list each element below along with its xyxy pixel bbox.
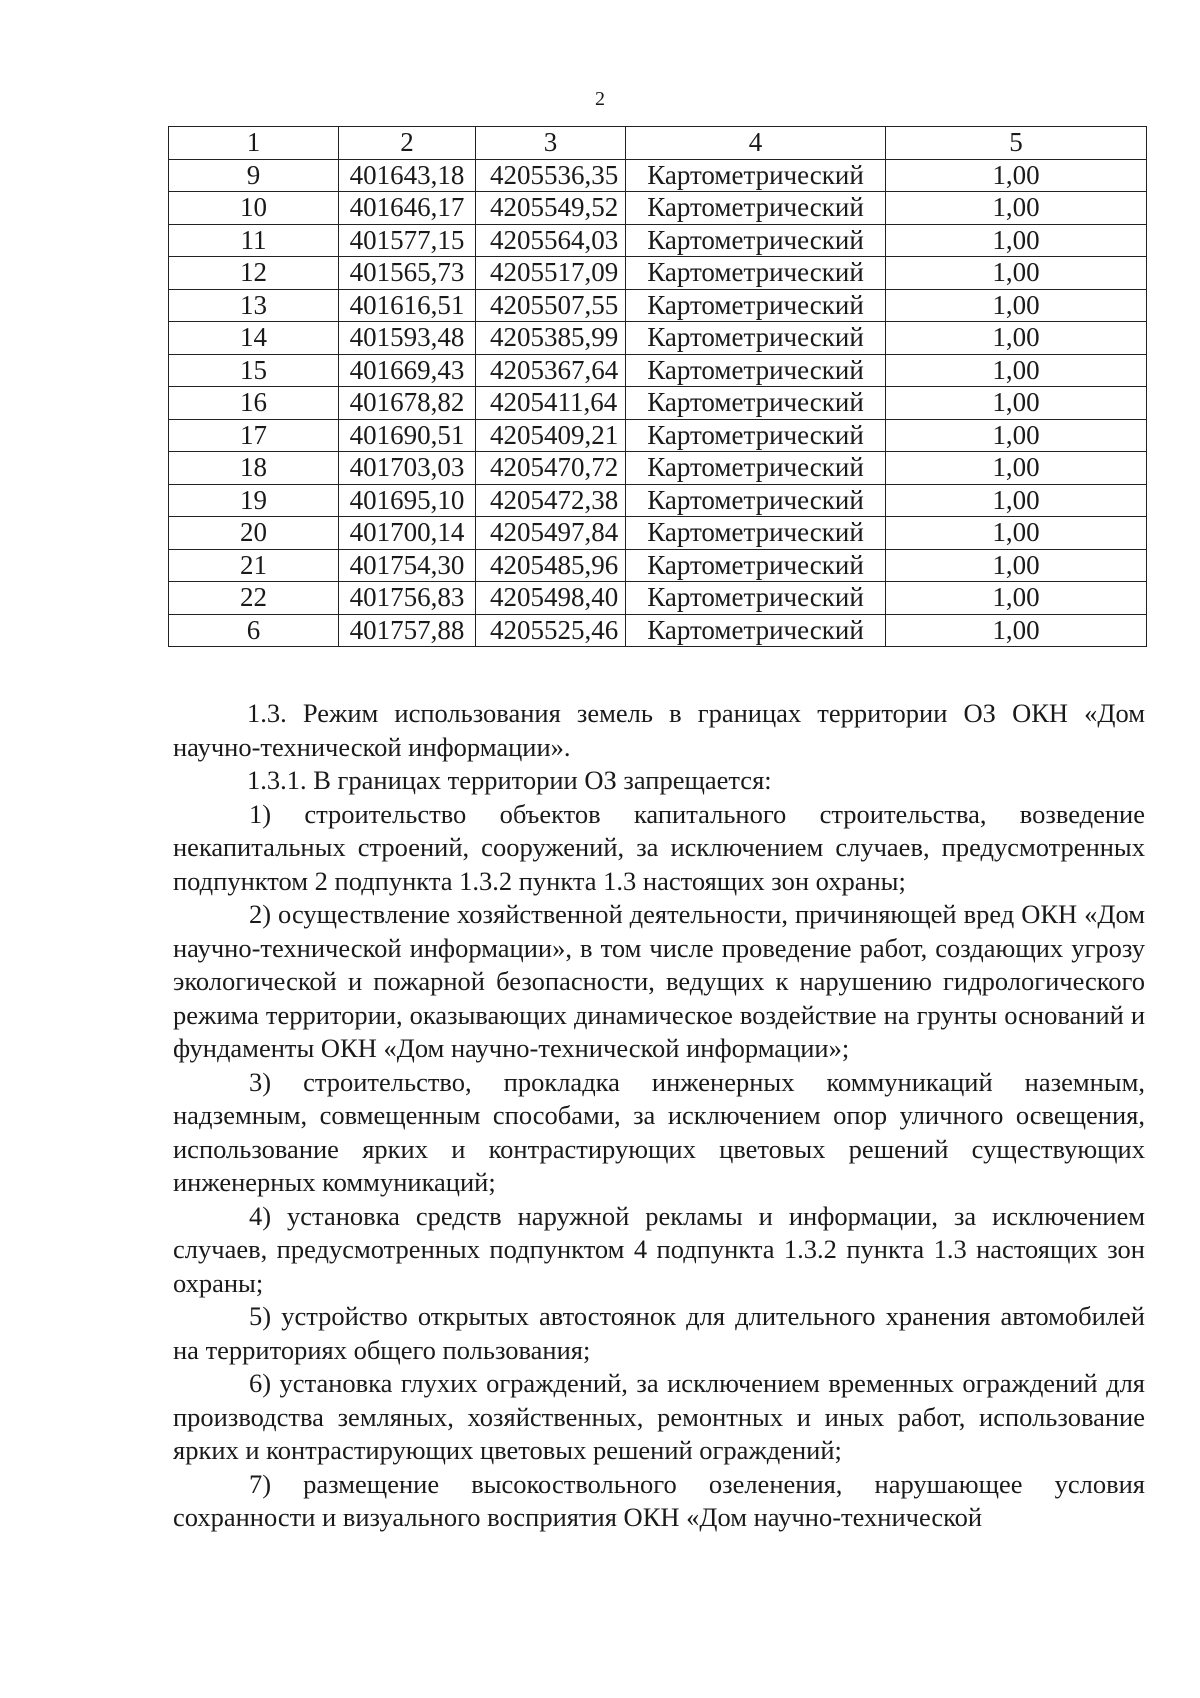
- list-item-6: 6) установка глухих ограждений, за исключением временных ограждений для производства земляных, хозяйственных, ремонтных и иных работ, использование ярких и контрастирующих цветовых решений ограждений;: [173, 1368, 1145, 1465]
- table-row: [169, 452, 1147, 485]
- table-cell: Картометрический: [626, 322, 886, 355]
- header-cell: 4: [626, 127, 886, 160]
- table-cell: 16: [169, 387, 339, 420]
- table-cell: 14: [169, 322, 339, 355]
- table-cell: 1,00: [886, 354, 1147, 387]
- list-item-4: 4) установка средств наружной рекламы и информации, за исключением случаев, предусмотренных подпунктом 4 подпункта 1.3.2 пункта 1.3 настоящих зон охраны;: [173, 1200, 1145, 1298]
- table-cell: 19: [169, 484, 339, 517]
- table-cell: 1,00: [886, 517, 1147, 550]
- table-cell: 4205497,84: [476, 517, 626, 550]
- table-cell: Картометрический: [626, 159, 886, 192]
- table-cell: 401690,51: [339, 419, 476, 452]
- table-cell: 9: [169, 159, 339, 192]
- table-header-row: [169, 127, 1147, 160]
- table-cell: 401643,18: [339, 159, 476, 192]
- table-cell: 4205564,03: [476, 224, 626, 257]
- table-cell: 1,00: [886, 419, 1147, 452]
- list-item-5: 5) устройство открытых автостоянок для длительного хранения автомобилей на территориях общего пользования;: [173, 1301, 1145, 1365]
- table-cell: 4205517,09: [476, 257, 626, 290]
- table-cell: 401669,43: [339, 354, 476, 387]
- table-row: [169, 289, 1147, 322]
- list-item-2: 2) осуществление хозяйственной деятельности, причиняющей вред ОКН «Дом научно-технической информации», в том числе проведение работ, создающих угрозу экологической и пожарной безопасности, ведущих к нарушению гидрологического режима территории, оказывающих динамическое воздействие на грунты оснований и фундаменты ОКН «Дом научно-технической информации»;: [173, 899, 1145, 1063]
- table-row: [169, 224, 1147, 257]
- table-cell: 20: [169, 517, 339, 550]
- table-cell: 401678,82: [339, 387, 476, 420]
- table-row: [169, 387, 1147, 420]
- table-cell: 4205507,55: [476, 289, 626, 322]
- table-cell: 1,00: [886, 224, 1147, 257]
- table-cell: 401616,51: [339, 289, 476, 322]
- table-cell: 17: [169, 419, 339, 452]
- table-cell: 401703,03: [339, 452, 476, 485]
- page-number: 2: [595, 88, 605, 110]
- table-cell: 4205525,46: [476, 614, 626, 647]
- table-cell: 18: [169, 452, 339, 485]
- table-cell: 4205549,52: [476, 192, 626, 225]
- table-cell: 1,00: [886, 257, 1147, 290]
- table-cell: 1,00: [886, 549, 1147, 582]
- table-cell: 4205485,96: [476, 549, 626, 582]
- table-cell: 401757,88: [339, 614, 476, 647]
- list-item-1: 1) строительство объектов капитального строительства, возведение некапитальных строений, сооружений, за исключением случаев, предусмотренных подпунктом 2 подпункта 1.3.2 пункта 1.3 настоящих зон охраны;: [173, 798, 1145, 896]
- header-cell: 5: [886, 127, 1147, 160]
- table-cell: Картометрический: [626, 387, 886, 420]
- table-cell: 1,00: [886, 192, 1147, 225]
- table-row: [169, 614, 1147, 647]
- table-cell: 4205536,35: [476, 159, 626, 192]
- document-body: [173, 697, 1145, 1535]
- table-row: [169, 354, 1147, 387]
- table-cell: 401695,10: [339, 484, 476, 517]
- table-cell: 1,00: [886, 289, 1147, 322]
- table-cell: 1,00: [886, 484, 1147, 517]
- table-cell: 4205385,99: [476, 322, 626, 355]
- table-cell: 4205409,21: [476, 419, 626, 452]
- table-cell: Картометрический: [626, 549, 886, 582]
- paragraph-1-3: 1.3. Режим использования земель в границах территории ОЗ ОКН «Дом научно-технической информации».: [173, 698, 1145, 762]
- coordinates-table: [168, 126, 1147, 647]
- table-cell: Картометрический: [626, 484, 886, 517]
- list-item-3: 3) строительство, прокладка инженерных коммуникаций наземным, надземным, совмещенным способами, за исключением опор уличного освещения, использование ярких и контрастирующих цветовых решений существующих инженерных коммуникаций;: [173, 1066, 1145, 1197]
- header-cell: 1: [169, 127, 339, 160]
- table-cell: Картометрический: [626, 582, 886, 615]
- table-cell: 401565,73: [339, 257, 476, 290]
- table-cell: Картометрический: [626, 224, 886, 257]
- table-cell: 4205367,64: [476, 354, 626, 387]
- table-cell: 401700,14: [339, 517, 476, 550]
- table-row: [169, 582, 1147, 615]
- table-cell: Картометрический: [626, 452, 886, 485]
- table-cell: 12: [169, 257, 339, 290]
- table-cell: 401646,17: [339, 192, 476, 225]
- table-cell: 401577,15: [339, 224, 476, 257]
- table-cell: 4205498,40: [476, 582, 626, 615]
- table-cell: 1,00: [886, 159, 1147, 192]
- table-row: [169, 419, 1147, 452]
- table-cell: 1,00: [886, 582, 1147, 615]
- table-cell: 1,00: [886, 452, 1147, 485]
- table-cell: 6: [169, 614, 339, 647]
- table-cell: 21: [169, 549, 339, 582]
- paragraph-1-3-1: 1.3.1. В границах территории ОЗ запрещается:: [247, 765, 772, 795]
- table-row: [169, 192, 1147, 225]
- table-row: [169, 322, 1147, 355]
- table-cell: 13: [169, 289, 339, 322]
- table-cell: 4205411,64: [476, 387, 626, 420]
- table-cell: 10: [169, 192, 339, 225]
- table-cell: Картометрический: [626, 419, 886, 452]
- table-cell: Картометрический: [626, 257, 886, 290]
- table-cell: 1,00: [886, 322, 1147, 355]
- table-cell: Картометрический: [626, 517, 886, 550]
- table-cell: 11: [169, 224, 339, 257]
- table-cell: Картометрический: [626, 614, 886, 647]
- table-row: [169, 257, 1147, 290]
- table-row: [169, 517, 1147, 550]
- table-cell: 401756,83: [339, 582, 476, 615]
- table-cell: 4205472,38: [476, 484, 626, 517]
- table-cell: Картометрический: [626, 354, 886, 387]
- table-cell: 401754,30: [339, 549, 476, 582]
- header-cell: 2: [339, 127, 476, 160]
- table-row: [169, 159, 1147, 192]
- table-cell: 401593,48: [339, 322, 476, 355]
- table-cell: Картометрический: [626, 289, 886, 322]
- table-cell: 4205470,72: [476, 452, 626, 485]
- table-cell: 1,00: [886, 614, 1147, 647]
- table-row: [169, 549, 1147, 582]
- table-cell: 22: [169, 582, 339, 615]
- table-cell: 1,00: [886, 387, 1147, 420]
- table-row: [169, 484, 1147, 517]
- list-item-7: 7) размещение высокоствольного озеленения, нарушающее условия сохранности и визуального восприятия ОКН «Дом научно-технической: [173, 1468, 1145, 1532]
- table-cell: 15: [169, 354, 339, 387]
- table-cell: Картометрический: [626, 192, 886, 225]
- header-cell: 3: [476, 127, 626, 160]
